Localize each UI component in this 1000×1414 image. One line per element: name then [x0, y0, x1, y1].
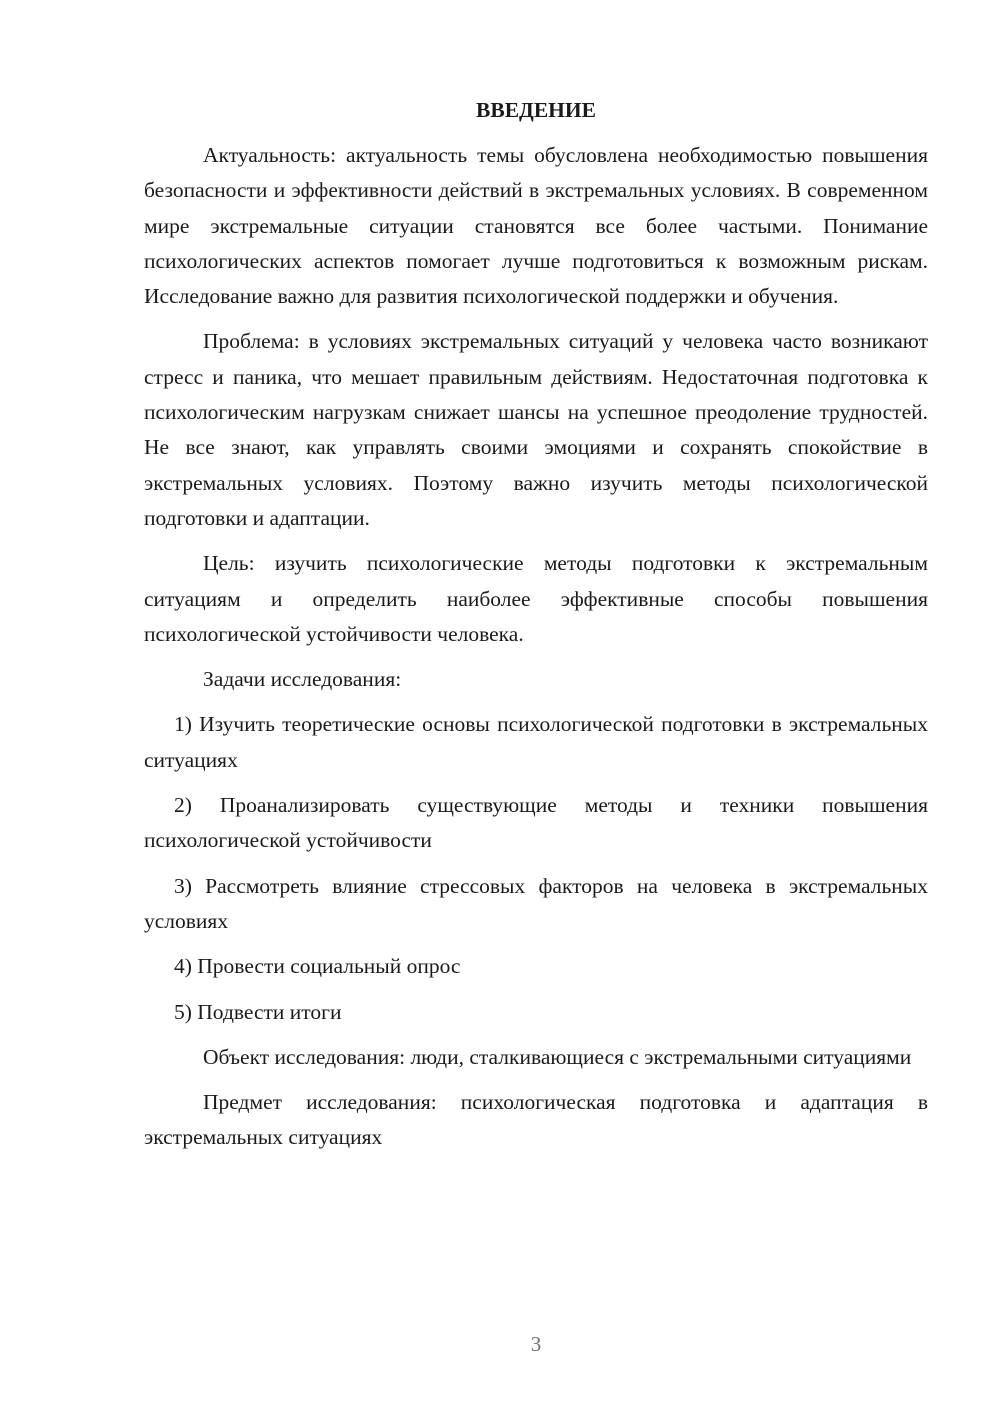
paragraph-object: Объект исследования: люди, сталкивающиеся с экстремальными ситуациями: [203, 1044, 912, 1069]
paragraph-goal: Цель: изучить психологические методы подготовки к экстремальным ситуациям и определить наиболее эффективные способы повышения психологической устойчивости человека.: [144, 551, 928, 646]
document-body: [144, 93, 928, 1166]
tasks-heading: Задачи исследования:: [203, 667, 402, 692]
section-title: ВВЕДЕНИЕ: [476, 98, 596, 122]
paragraph-problem: Проблема: в условиях экстремальных ситуаций у человека часто возникают стресс и паника, что мешает правильным действиям. Недостаточная подготовка к психологическим нагрузкам снижает шансы на успешное преодоление трудностей. Не все знают, как управлять своими эмоциями и сохранять спокойствие в экстремальных условиях. Поэтому важно изучить методы психологической подготовки и адаптации.: [144, 329, 928, 530]
task-item: 3) Рассмотреть влияние стрессовых факторов на человека в экстремальных условиях: [144, 873, 928, 933]
task-item: 4) Провести социальный опрос: [174, 954, 461, 979]
paragraph-relevance: Актуальность: актуальность темы обусловлена необходимостью повышения безопасности и эффективности действий в экстремальных условиях. В современном мире экстремальные ситуации становятся все более частыми. Понимание психологических аспектов помогает лучше подготовиться к возможным рискам. Исследование важно для развития психологической поддержки и обучения.: [144, 143, 928, 309]
task-item: 1) Изучить теоретические основы психологической подготовки в экстремальных ситуациях: [144, 712, 928, 772]
paragraph-subject: Предмет исследования: психологическая подготовка и адаптация в экстремальных ситуациях: [144, 1090, 928, 1150]
task-item: 5) Подвести итоги: [174, 999, 342, 1024]
page-number: 3: [530, 1332, 542, 1356]
task-item: 2) Проанализировать существующие методы и техники повышения психологической устойчивости: [144, 793, 928, 853]
